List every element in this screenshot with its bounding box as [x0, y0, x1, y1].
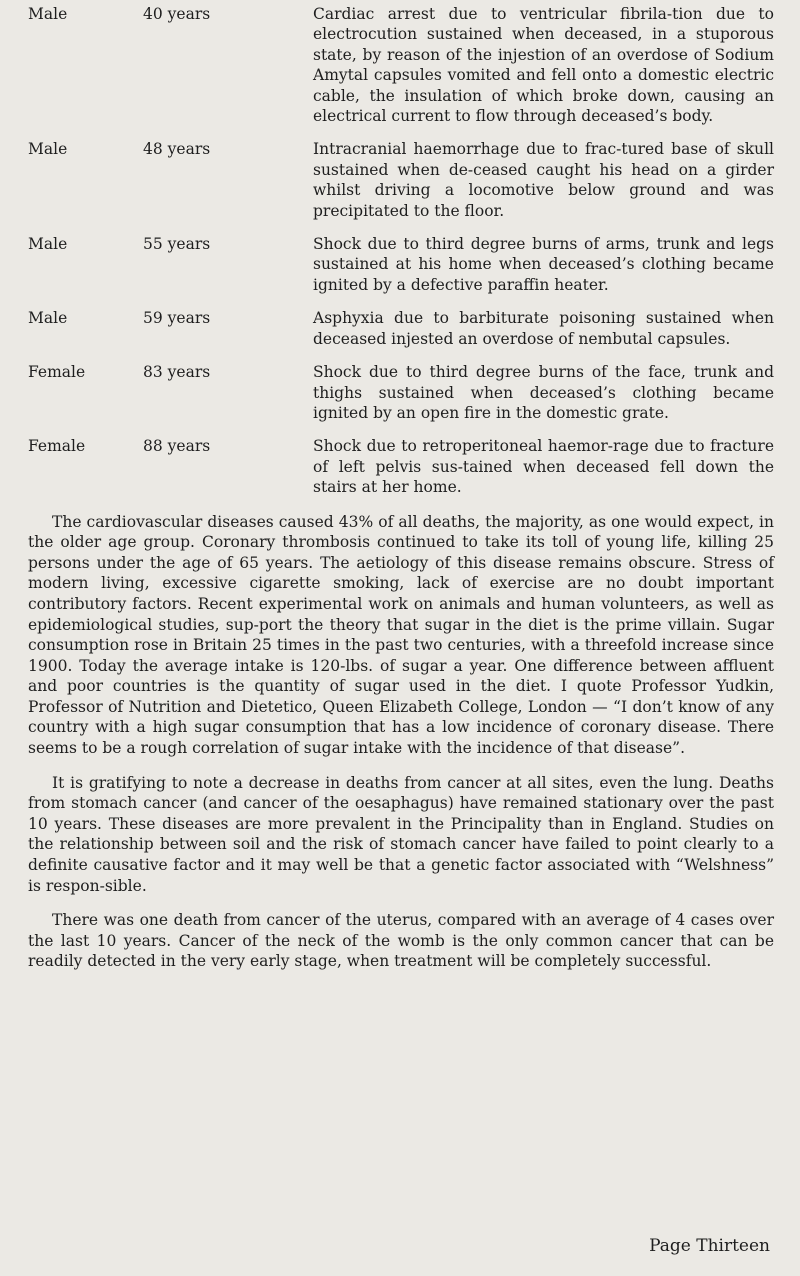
cause-cell: Intracranial haemorrhage due to frac-tured base of skull sustained when de-ceased caught his head on a girder whilst driving a locomotive below ground and was precipitated to the floor. [313, 140, 774, 220]
age-cell: 48 years [143, 140, 211, 159]
sex-cell: Male [28, 309, 68, 328]
table-row [28, 139, 774, 221]
table-row [28, 4, 774, 126]
deaths-table [28, 4, 774, 498]
paragraph-cardiovascular: The cardiovascular diseases caused 43% of all deaths, the majority, as one would expect, in the older age group. Coronary thrombosis continued to take its toll of young life, killing 25 persons under the age of 65 years. The aetiology of this disease remains obscure. Stress of modern living, excessive cigarette smoking, lack of exercise are no doubt important contributory factors. Recent experimental work on animals and human volunteers, as well as epidemiological studies, sup-port the theory that sugar in the diet is the prime villain. Sugar consumption rose in Britain 25 times in the past two centuries, with a threefold increase since 1900. Today the average intake is 120-lbs. of sugar a year. One difference between affluent and poor countries is the quantity of sugar used in the diet. I quote Professor Yudkin, Professor of Nutrition and Dietetico, Queen Elizabeth College, London — “I don’t know of any country with a high sugar consumption that has a low incidence of coronary disease. There seems to be a rough correlation of sugar intake with the incidence of that disease”. [28, 512, 774, 758]
table-row [28, 308, 774, 349]
paragraph-uterus: There was one death from cancer of the uterus, compared with an average of 4 cases over the last 10 years. Cancer of the neck of the womb is the only common cancer that can be readily detected in the very early stage, when treatment will be completely successful. [28, 911, 774, 971]
cause-cell: Shock due to third degree burns of arms, trunk and legs sustained at his home when deceased’s clothing became ignited by a defective paraffin heater. [313, 235, 774, 294]
age-cell: 55 years [143, 235, 211, 254]
cause-cell: Cardiac arrest due to ventricular fibrila-tion due to electrocution sustained when deceased, in a stuporous state, by reason of the injestion of an overdose of Sodium Amytal capsules vomited and fell onto a domestic electric cable, the insulation of which broke down, causing an electrical current to flow through deceased’s body. [313, 5, 774, 126]
table-row [28, 436, 774, 497]
age-cell: 88 years [143, 437, 211, 456]
age-cell: 83 years [143, 363, 211, 382]
sex-cell: Male [28, 5, 68, 23]
cause-cell: Shock due to retroperitoneal haemor-rage due to fracture of left pelvis sus-tained when deceased fell down the stairs at her home. [313, 437, 774, 497]
age-cell: 40 years [143, 5, 211, 23]
table-row [28, 362, 774, 423]
age-cell: 59 years [143, 309, 211, 328]
sex-cell: Female [28, 437, 86, 456]
sex-cell: Male [28, 140, 68, 159]
sex-cell: Male [28, 235, 68, 254]
paragraph-cancer: It is gratifying to note a decrease in deaths from cancer at all sites, even the lung. Deaths from stomach cancer (and cancer of the oesaphagus) have remained stationary over the past 10 years. These diseases are more prevalent in the Principality than in England. Studies on the relationship between soil and the risk of stomach cancer have failed to point clearly to a definite causative factor and it may well be that a genetic factor associated with “Welshness” is respon-sible. [28, 773, 774, 895]
cause-cell: Asphyxia due to barbiturate poisoning sustained when deceased injested an overdose of nembutal capsules. [313, 309, 774, 348]
cause-cell: Shock due to third degree burns of the face, trunk and thighs sustained when deceased’s clothing became ignited by an open fire in the domestic grate. [313, 363, 774, 422]
table-row [28, 234, 774, 295]
sex-cell: Female [28, 363, 86, 382]
page-number: Page Thirteen [649, 1236, 770, 1256]
